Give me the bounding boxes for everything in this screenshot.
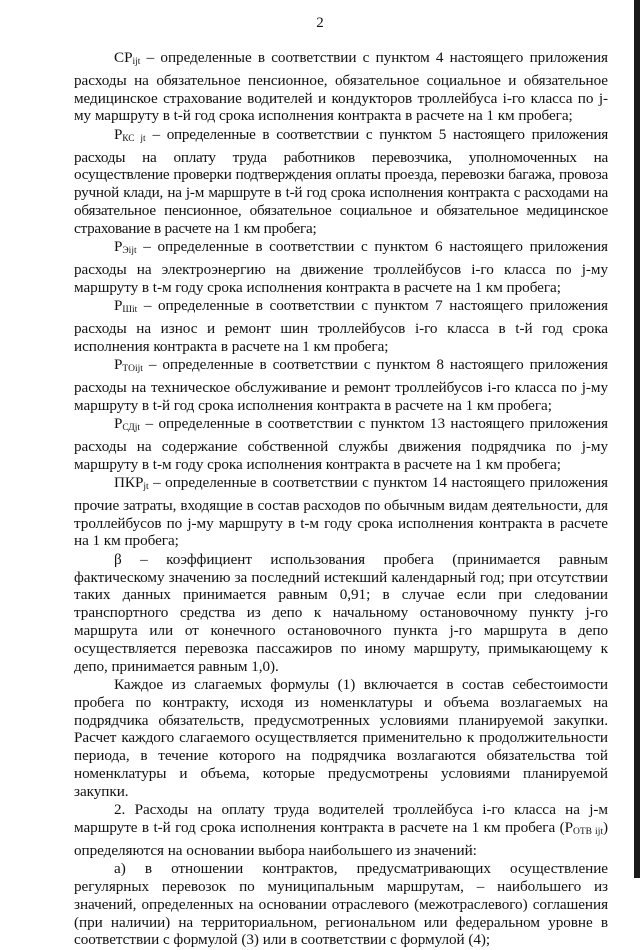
paragraph-text: – определенные в соответствии с пунктом 5 настоящего приложения расходы на оплату труда работников перевозчика, уполномоченных на осуществление проверки подтверждения оплаты проезда, перевозки багажа, провоза ручной клади, на j-м маршруте в t-й год срока исполнения контракта с расходами на обязательное пенсионное, обязательное социальное и обязательное медицинское страхование в расчете на 1 км пробега; bbox=[74, 125, 608, 237]
paragraph-formula-terms bbox=[74, 676, 608, 801]
paragraph-text: – определенные в соответствии с пунктом 8 настоящего приложения расходы на техническое обслуживание и ремонт троллейбусов i-го класса по j-му маршруту в t-й год срока исполнения контракта в расчете на 1 км пробега; bbox=[74, 356, 608, 414]
term-subscript: Эijt bbox=[122, 246, 137, 257]
paragraph-re-ijt bbox=[74, 238, 608, 296]
paragraph-item-a bbox=[74, 860, 608, 949]
term-symbol: Р bbox=[114, 125, 123, 143]
paragraph-text: 2. Расходы на оплату труда водителей троллейбуса i-го класса на j-м маршруте в t-й год срока исполнения контракта в расчете на 1 км пробега (Р bbox=[74, 801, 608, 837]
paragraph-text: – определенные в соответствии с пунктом 14 настоящего приложения прочие затраты, входящие в состав расходов по обычным видам деятельности, для троллейбусов по j-му маршруту в t-м году срока исполнения контракта в расчете на 1 км пробега; bbox=[74, 474, 608, 550]
term-subscript: ijt bbox=[132, 57, 141, 67]
paragraph-text: Каждое из слагаемых формулы (1) включается в состав себестоимости пробега по контракту, исходя из номенклатуры и объема возлагаемых на подрядчика обязательств, предусмотренных условиями планируемой закупки. Расчет каждого слагаемого осуществляется применительно к продолжительности периода, в течение которого на подрядчика возлагаются обязательства той номенклатуры и объема, которые предусмотрены условиями планируемой закупки. bbox=[74, 676, 608, 800]
paragraph-beta bbox=[74, 551, 608, 676]
term-subscript: КС jt bbox=[122, 133, 146, 144]
paragraph-text: – определенные в соответствии с пунктом 6 настоящего приложения расходы на электроэнергию на движение троллейбусов i-го класса по j-му маршруту в t-м году срока исполнения контракта в расчете на 1 км пробега; bbox=[74, 238, 608, 296]
term-subscript: ТОijt bbox=[122, 364, 143, 375]
paragraph-rks-jt bbox=[74, 126, 608, 238]
paragraph-rto-ijt bbox=[74, 356, 608, 414]
paragraph-cp-ijt bbox=[74, 49, 608, 125]
paragraph-text: а) в отношении контрактов, предусматривающих осуществление регулярных перевозок по муниципальным маршрутам, – наибольшего из значений, определенных на основании отраслевого (межотраслевого) соглашения (при наличии) на территориальном, региональном или федеральном уровне в соответствии с формулой (3) или в соответствии с формулой (4); bbox=[74, 860, 608, 949]
paragraph-pkr-jt bbox=[74, 474, 608, 550]
document-body bbox=[74, 49, 608, 950]
term-symbol: ПКР bbox=[114, 474, 144, 492]
paragraph-text: – определенные в соответствии с пунктом 4 настоящего приложения расходы на обязательное пенсионное, обязательное социальное и обязательное медицинское страхование водителей и кондукторов троллейбуса i-го класса по j-му маршруту в t-й год срока исполнения контракта в расчете на 1 км пробега; bbox=[74, 49, 608, 125]
paragraph-section-2 bbox=[74, 801, 608, 859]
scan-edge bbox=[634, 0, 640, 878]
paragraph-text: – определенные в соответствии с пунктом 13 настоящего приложения расходы на содержание собственной службы движения подрядчика по j-му маршруту в t-м году срока исполнения контракта в расчете на 1 км пробега; bbox=[74, 415, 608, 473]
term-symbol: Р bbox=[114, 238, 123, 256]
term-symbol: Р bbox=[114, 415, 123, 433]
paragraph-text: – коэффициент использования пробега (принимается равным фактическому значению за последний истекший календарный год; при отсутствии таких данных принимается равным 0,91; в случае если при следовании транспортного средства из депо к начальному остановочному пункту j-го маршрута или от конечного остановочного пункта j-го маршрута в депо осуществляется перевозка пассажиров по иному маршруту, примыкающему к депо, принимается равным 1,0). bbox=[74, 550, 608, 675]
term-symbol: CP bbox=[114, 49, 133, 66]
paragraph-rsh-it bbox=[74, 297, 608, 355]
term-symbol: Р bbox=[114, 297, 123, 315]
term-subscript: jt bbox=[143, 482, 149, 493]
page-number: 2 bbox=[316, 15, 324, 31]
paragraph-text-cont: ) определяются на основании выбора наибольшего из значений: bbox=[74, 819, 608, 859]
paragraph-rsd-jt bbox=[74, 415, 608, 473]
paragraph-text: – определенные в соответствии с пунктом 7 настоящего приложения расходы на износ и ремонт шин троллейбусов i-го класса в t-й год срока исполнения контракта в расчете на 1 км пробега; bbox=[74, 297, 608, 355]
term-subscript: Шit bbox=[122, 305, 138, 316]
term-subscript: ОТВ ijt bbox=[573, 827, 603, 838]
term-symbol: β bbox=[114, 550, 122, 568]
term-symbol: Р bbox=[114, 356, 123, 374]
term-subscript: СДjt bbox=[122, 423, 141, 434]
